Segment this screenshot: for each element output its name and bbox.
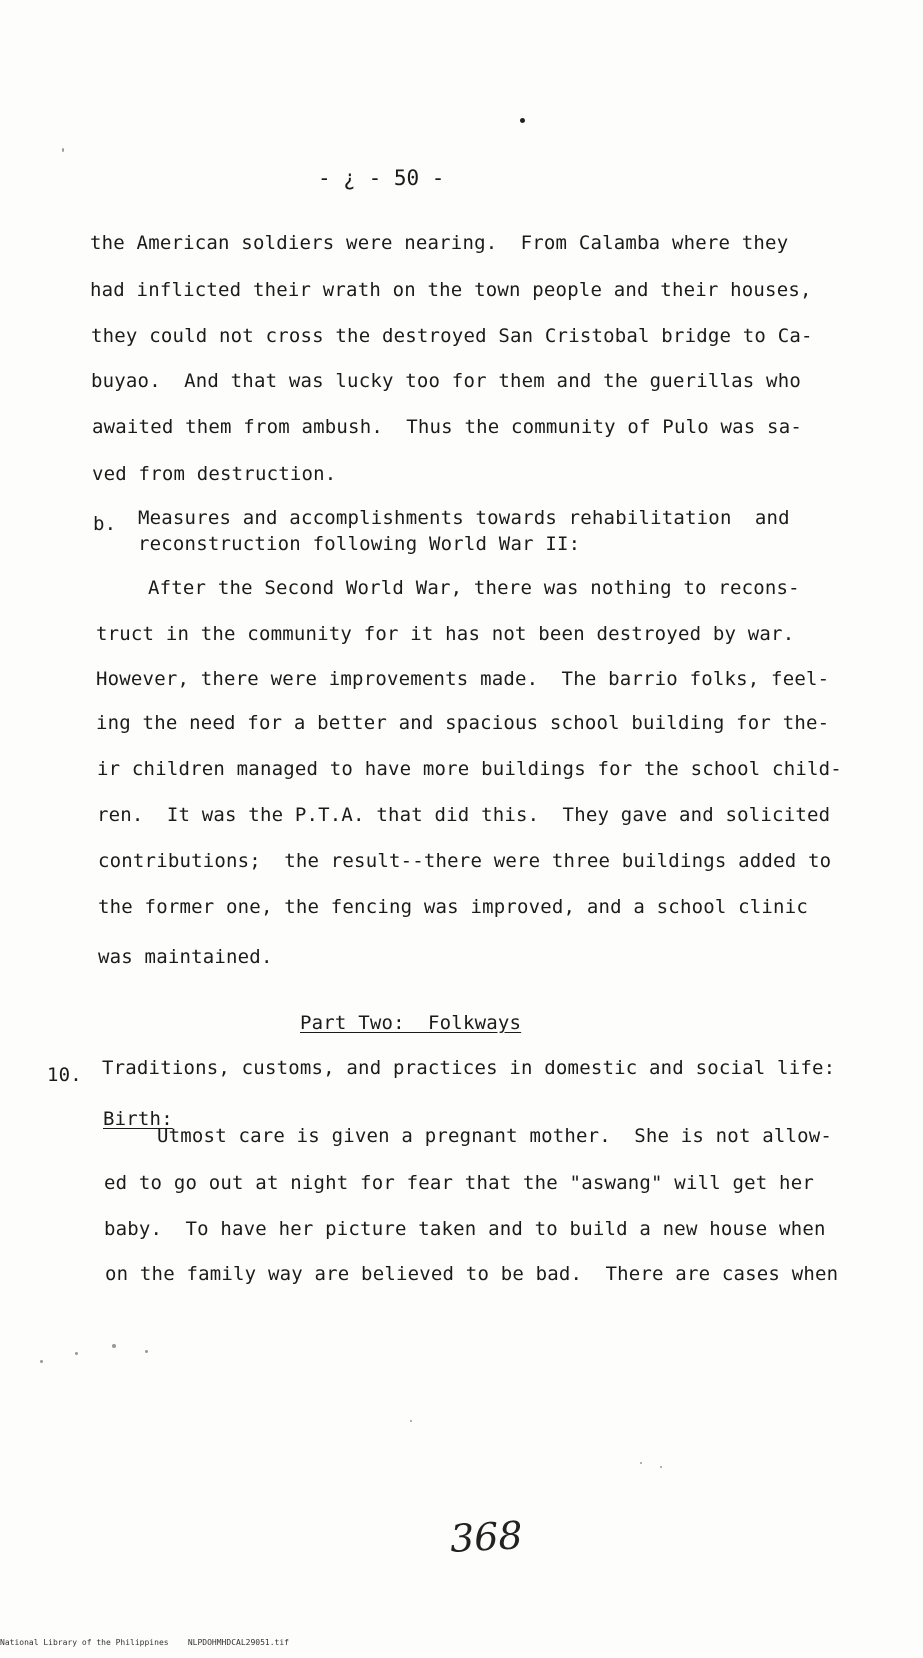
paragraph-line: the former one, the fencing was improved, and a school clinic xyxy=(98,896,808,918)
page-number: - ¿ - 50 - xyxy=(318,166,445,190)
scan-speck xyxy=(640,1462,642,1464)
paragraph-line: Utmost care is given a pregnant mother. She is not allow- xyxy=(157,1125,833,1147)
paragraph-line: After the Second World War, there was nothing to recons- xyxy=(148,577,800,599)
paragraph-line: awaited them from ambush. Thus the community of Pulo was sa- xyxy=(92,416,802,438)
paragraph-line: they could not cross the destroyed San Cristobal bridge to Ca- xyxy=(91,325,813,347)
scan-speck xyxy=(145,1350,148,1353)
item-label: b. xyxy=(93,513,117,535)
paragraph-line: baby. To have her picture taken and to build a new house when xyxy=(104,1218,826,1240)
handwritten-page-number: 368 xyxy=(448,1513,524,1561)
paragraph-line: ir children managed to have more buildings for the school child- xyxy=(97,758,842,780)
paragraph-line: buyao. And that was lucky too for them and the guerillas who xyxy=(91,370,801,392)
paragraph-line: However, there were improvements made. The barrio folks, feel- xyxy=(96,668,830,690)
section-heading: Part Two: Folkways xyxy=(300,1012,522,1034)
item-heading: Traditions, customs, and practices in domestic and social life: xyxy=(102,1057,836,1079)
paragraph-line: had inflicted their wrath on the town people and their houses, xyxy=(90,279,812,301)
scan-footer: National Library of the Philippines NLPDOHMHDCAL29051.tif xyxy=(0,1638,289,1647)
item-number: 10. xyxy=(47,1064,82,1086)
paragraph-line: on the family way are believed to be bad. There are cases when xyxy=(105,1263,839,1285)
item-heading-line: Measures and accomplishments towards rehabilitation and xyxy=(138,507,790,529)
item-heading-line: reconstruction following World War II: xyxy=(138,533,581,555)
scan-speck xyxy=(75,1352,78,1355)
paragraph-line: truct in the community for it has not been destroyed by war. xyxy=(96,623,795,645)
scan-speck xyxy=(410,1420,412,1422)
paragraph-line: ed to go out at night for fear that the "aswang" will get her xyxy=(104,1172,814,1194)
paragraph-line: ren. It was the P.T.A. that did this. They gave and solicited xyxy=(97,804,831,826)
stray-mark xyxy=(62,148,64,152)
scan-speck xyxy=(112,1344,116,1348)
scan-speck xyxy=(660,1466,662,1468)
subheading-birth: Birth: xyxy=(103,1108,173,1130)
paragraph-line: contributions; the result--there were three buildings added to xyxy=(98,850,832,872)
paragraph-line: ved from destruction. xyxy=(92,463,337,485)
paragraph-line: was maintained. xyxy=(98,946,273,968)
paragraph-line: the American soldiers were nearing. From Calamba where they xyxy=(90,232,789,254)
stray-mark xyxy=(520,118,525,123)
paragraph-line: ing the need for a better and spacious school building for the- xyxy=(96,712,830,734)
scan-speck xyxy=(40,1360,43,1363)
